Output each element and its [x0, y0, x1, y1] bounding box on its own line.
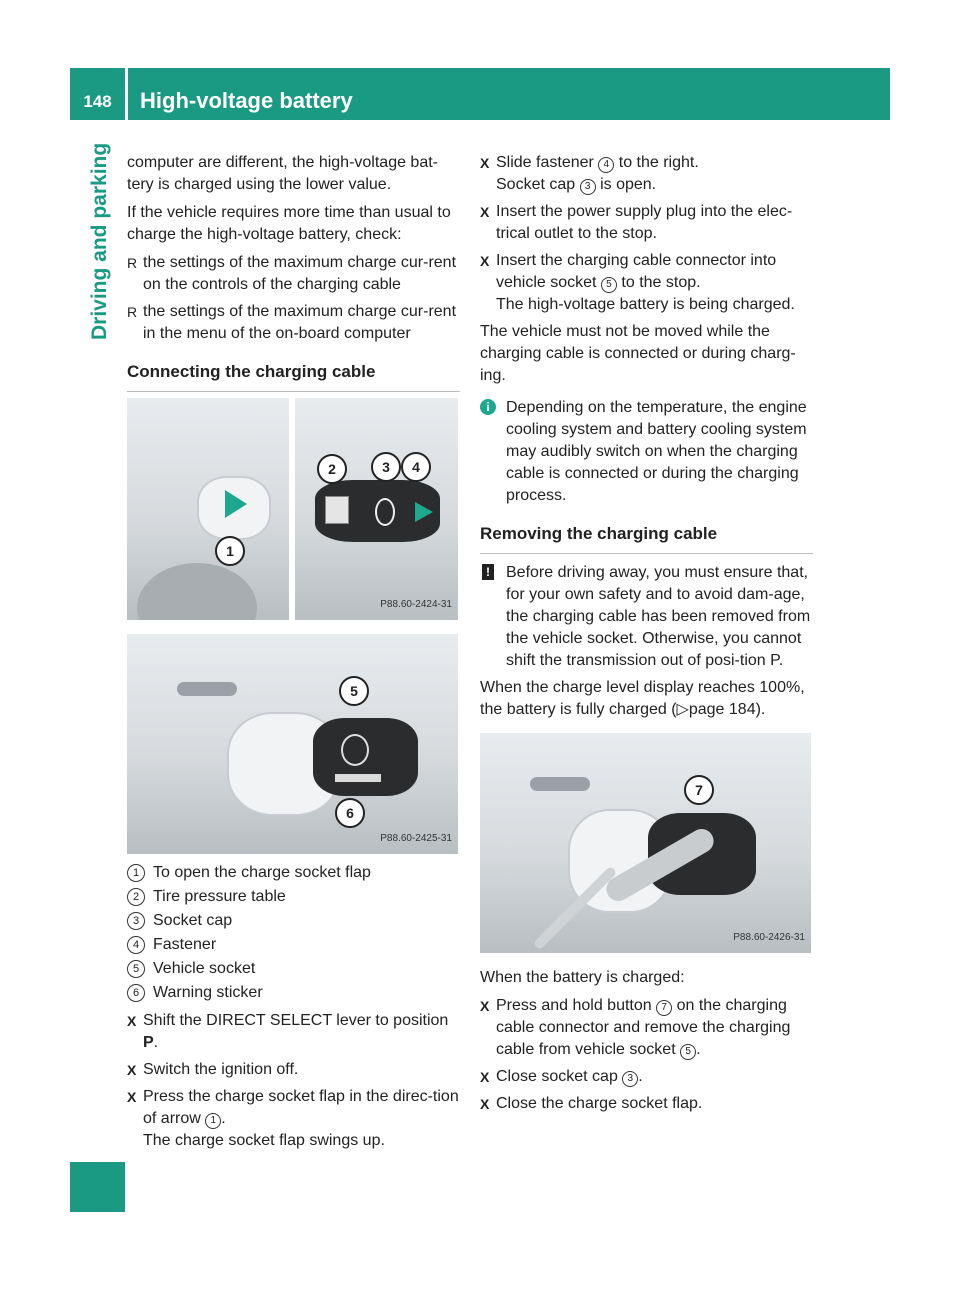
legend-text: Socket cap	[153, 912, 233, 929]
step-item	[127, 1010, 460, 1054]
legend-number: 3	[127, 912, 145, 930]
step-item	[480, 201, 813, 245]
step-item	[480, 250, 813, 316]
info-note	[480, 397, 813, 507]
step-item	[480, 1066, 813, 1088]
step-tail: on the charging cable connector and remove the charging cable from vehicle socket	[496, 997, 791, 1058]
legend-text: Tire pressure table	[153, 888, 286, 905]
step-result	[496, 174, 813, 196]
photo-connect-flap	[127, 398, 458, 620]
step-marker: X	[480, 1096, 490, 1112]
header-separator	[125, 68, 128, 120]
arrow-icon	[225, 490, 247, 518]
socket-cap	[375, 498, 395, 526]
photo-code: P88.60-2425-31	[380, 833, 452, 844]
legend-text: Vehicle socket	[153, 960, 256, 977]
step-list	[127, 1010, 460, 1152]
photo-socket-open	[127, 634, 458, 854]
legend-list	[127, 862, 460, 1004]
photo-code: P88.60-2426-31	[733, 932, 805, 943]
step-item	[127, 1086, 460, 1152]
step-item	[480, 995, 813, 1061]
step-tail: .	[221, 1110, 226, 1127]
section-tab-marker	[70, 1162, 125, 1212]
step-marker: X	[480, 204, 490, 220]
paragraph: computer are different, the high-voltage bat-tery is charged using the lower value.	[127, 154, 438, 193]
warning-sticker	[335, 774, 381, 782]
info-text: Depending on the temperature, the engine cooling system and battery cooling system may audibly switch on when the charging cable is connected or during the charging process.	[506, 399, 807, 504]
paragraph	[480, 677, 813, 721]
warning-text: Before driving away, you must ensure that, for your own safety and to avoid dam-age, the charging cable has been removed from the vehicle socket. Otherwise, you cannot shift the transmission out of posi-tion P.	[506, 564, 811, 669]
result-text: Socket cap	[496, 176, 576, 193]
step-item	[127, 1059, 460, 1081]
step-result: The charge socket flap swings up.	[143, 1132, 385, 1149]
photo-panel-flap-closed	[127, 398, 289, 620]
callout-3: 3	[371, 452, 401, 482]
step-marker: X	[127, 1013, 137, 1029]
paragraph-text: When the charge level display reaches 100%, the battery is fully charged (	[480, 679, 805, 718]
tire-pressure-label	[325, 496, 349, 524]
page-number: 148	[83, 92, 112, 111]
step-tail: to the right.	[618, 154, 699, 171]
ref-callout: 5	[601, 277, 617, 293]
step-text: Switch the ignition off.	[143, 1061, 299, 1078]
callout-5: 5	[339, 676, 369, 706]
door-handle	[177, 682, 237, 696]
warning-icon: !	[482, 564, 494, 580]
photo-code: P88.60-2424-31	[380, 599, 452, 610]
step-marker: X	[480, 998, 490, 1014]
info-icon: i	[480, 399, 496, 415]
step-tail: to the stop.	[621, 274, 701, 291]
list-item	[127, 252, 460, 296]
photo-panel-flap-open	[295, 398, 458, 620]
vehicle-socket	[341, 734, 369, 766]
step-result: The high-voltage battery is being charged.	[496, 296, 795, 313]
ref-callout: 3	[622, 1071, 638, 1087]
photo-cable-connected	[480, 733, 811, 953]
paragraph-tail: ).	[755, 701, 766, 718]
bullet-marker: R	[127, 255, 138, 271]
step-text: Press the charge socket flap in the direc-tion of arrow	[143, 1088, 459, 1127]
legend-text: Fastener	[153, 936, 217, 953]
bullet-text: the settings of the maximum charge cur-rent in the menu of the on-board computer	[143, 303, 457, 342]
legend-item	[127, 982, 460, 1004]
result-tail: is open.	[600, 176, 657, 193]
section-heading: Removing the charging cable	[480, 523, 813, 554]
callout-1: 1	[215, 536, 245, 566]
wheel-arch	[137, 563, 257, 620]
legend-number: 1	[127, 864, 145, 882]
section-tab-label: Driving and parking	[88, 142, 111, 340]
legend-item	[127, 934, 460, 956]
paragraph: If the vehicle requires more time than usual to charge the high-voltage battery, check:	[127, 204, 451, 243]
step-marker: X	[480, 253, 490, 269]
step-text: Close the charge socket flap.	[496, 1095, 703, 1112]
step-text: Insert the charging cable connector into vehicle socket	[496, 252, 777, 291]
step-position: P	[143, 1034, 154, 1051]
step-item	[480, 152, 813, 196]
callout-6: 6	[335, 798, 365, 828]
step-text: Close socket cap	[496, 1068, 618, 1085]
section-heading: Connecting the charging cable	[127, 361, 460, 392]
callout-7: 7	[684, 775, 714, 805]
step-text: Shift the DIRECT SELECT lever to position	[143, 1012, 449, 1029]
legend-number: 6	[127, 984, 145, 1002]
step-marker: X	[480, 155, 490, 171]
ref-callout: 5	[680, 1044, 696, 1060]
legend-text: To open the charge socket flap	[153, 864, 371, 881]
page-title: High-voltage battery	[140, 88, 353, 113]
step-tail: .	[696, 1041, 701, 1058]
arrow-icon	[415, 502, 433, 522]
legend-text: Warning sticker	[153, 984, 263, 1001]
ref-callout: 7	[656, 1000, 672, 1016]
step-tail: .	[638, 1068, 643, 1085]
step-text: Press and hold button	[496, 997, 652, 1014]
callout-2: 2	[317, 454, 347, 484]
step-tail: .	[153, 1034, 159, 1051]
legend-number: 4	[127, 936, 145, 954]
step-text: Slide fastener	[496, 154, 594, 171]
bullet-text: the settings of the maximum charge cur-rent on the controls of the charging cable	[143, 254, 457, 293]
page-reference-link[interactable]: page 184	[688, 701, 756, 718]
page-ref-arrow-icon: ▷	[676, 701, 689, 718]
bullet-marker: R	[127, 304, 138, 320]
door-handle	[530, 777, 590, 791]
step-marker: X	[480, 1069, 490, 1085]
legend-item	[127, 958, 460, 980]
step-item	[480, 1093, 813, 1115]
ref-callout: 4	[598, 157, 614, 173]
warning-note	[480, 562, 813, 672]
legend-item	[127, 862, 460, 884]
paragraph: When the battery is charged:	[480, 969, 685, 986]
legend-item	[127, 910, 460, 932]
step-marker: X	[127, 1089, 137, 1105]
left-column	[127, 152, 460, 1157]
paragraph: The vehicle must not be moved while the charging cable is connected or during charg-ing.	[480, 323, 796, 384]
legend-number: 2	[127, 888, 145, 906]
legend-number: 5	[127, 960, 145, 978]
callout-4: 4	[401, 452, 431, 482]
step-text: Insert the power supply plug into the elec-trical outlet to the stop.	[496, 203, 793, 242]
step-marker: X	[127, 1062, 137, 1078]
legend-item	[127, 886, 460, 908]
ref-callout: 3	[580, 179, 596, 195]
right-column	[480, 152, 813, 1120]
list-item	[127, 301, 460, 345]
ref-callout: 1	[205, 1113, 221, 1129]
